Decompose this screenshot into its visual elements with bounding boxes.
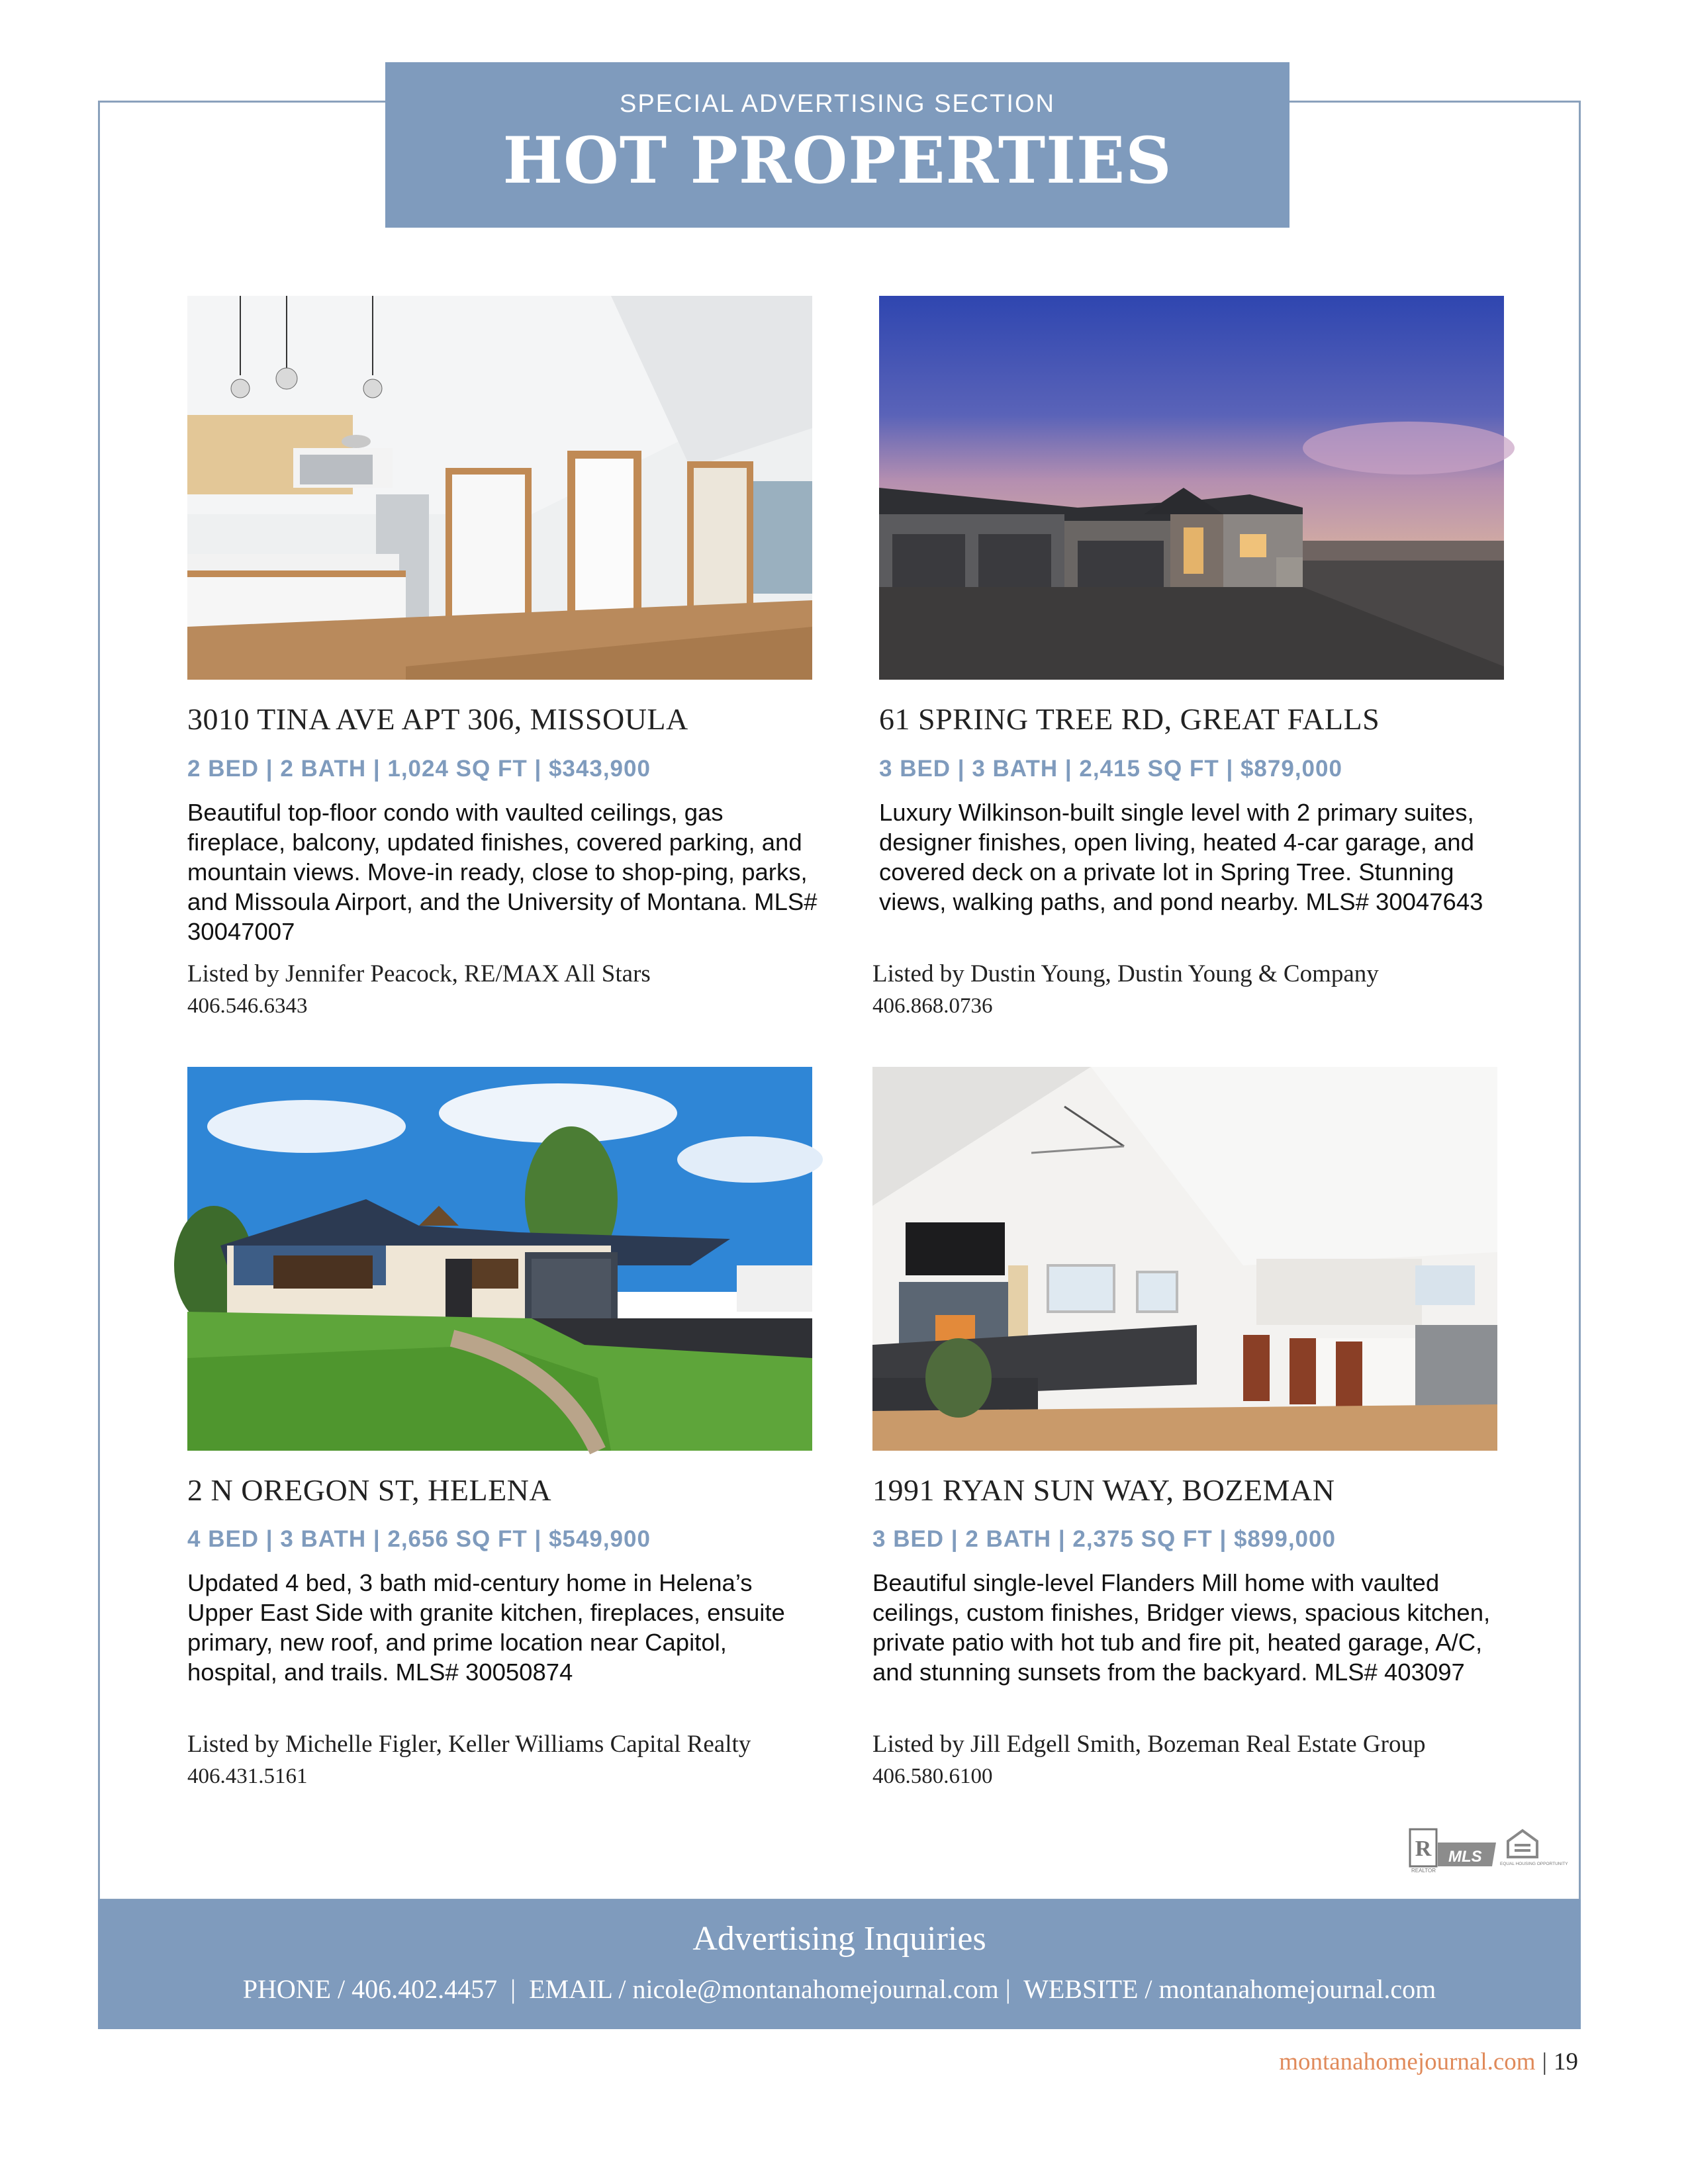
section-header <box>385 62 1289 228</box>
mls-logo-text: MLS <box>1448 1848 1482 1866</box>
listing-agent: Listed by Jill Edgell Smith, Bozeman Real Estate Group <box>872 1731 1426 1758</box>
listing-specs: 4 BED | 3 BATH | 2,656 SQ FT | $549,900 <box>187 1526 651 1552</box>
listing-photo-great-falls <box>879 296 1504 680</box>
listing-photo-bozeman <box>872 1067 1497 1451</box>
listing-description: Updated 4 bed, 3 bath mid-century home in Helena’s Upper East Side with granite kitchen, fireplaces, ensuite primary, new roof, and prime location near Capitol, hospital, and trails. MLS# 30050874 <box>187 1569 785 1686</box>
listing-description: Luxury Wilkinson-built single level with 2 primary suites, designer finishes, open living, heated 4-car garage, and covered deck on a private lot in Spring Tree. Stunning views, walking paths, and pond nearby. MLS# 30047643 <box>879 799 1483 915</box>
listing-photo-missoula <box>187 296 812 680</box>
listing-description: Beautiful top-floor condo with vaulted ceilings, gas fireplace, balcony, updated finishes, covered parking, and mountain views. Move-in ready, close to shop-ping, parks, and Missoula Airport, and the University of Montana. MLS# 30047007 <box>187 799 818 945</box>
listing-address: 1991 RYAN SUN WAY, BOZEMAN <box>872 1473 1335 1507</box>
advertising-footer <box>98 1899 1581 2029</box>
listing-agent: Listed by Michelle Figler, Keller Williams Capital Realty <box>187 1731 751 1758</box>
listing-phone: 406.431.5161 <box>187 1764 308 1788</box>
realtor-mls-equal-housing-logos <box>1409 1827 1568 1874</box>
realtor-logo-caption: REALTOR <box>1411 1868 1436 1874</box>
listing-specs: 2 BED | 2 BATH | 1,024 SQ FT | $343,900 <box>187 756 651 782</box>
listing-phone: 406.546.6343 <box>187 994 308 1018</box>
page-footer <box>1279 2048 1578 2076</box>
page-number: 19 <box>1554 2048 1578 2075</box>
listing-specs: 3 BED | 2 BATH | 2,375 SQ FT | $899,000 <box>872 1526 1336 1552</box>
footer-contacts: PHONE / 406.402.4457 | EMAIL / nicole@montanahomejournal.com | WEBSITE / montanahomejournal.com <box>242 1974 1436 2004</box>
realtor-logo-letter: R <box>1415 1837 1432 1861</box>
section-title: HOT PROPERTIES <box>502 123 1172 198</box>
listing-address: 2 N OREGON ST, HELENA <box>187 1473 552 1507</box>
equal-housing-caption: EQUAL HOUSING OPPORTUNITY <box>1500 1862 1568 1866</box>
listing-phone: 406.580.6100 <box>872 1764 993 1788</box>
listing-photo-helena <box>187 1067 812 1451</box>
listing-agent: Listed by Jennifer Peacock, RE/MAX All Stars <box>187 960 651 987</box>
listing-phone: 406.868.0736 <box>872 994 993 1018</box>
listing-address: 3010 TINA AVE APT 306, MISSOULA <box>187 702 688 736</box>
listing-address: 61 SPRING TREE RD, GREAT FALLS <box>879 702 1380 736</box>
section-kicker: SPECIAL ADVERTISING SECTION <box>620 90 1055 118</box>
site-url[interactable]: montanahomejournal.com <box>1279 2048 1536 2075</box>
listing-description: Beautiful single-level Flanders Mill home with vaulted ceilings, custom finishes, Bridger views, spacious kitchen, private patio with hot tub and fire pit, heated garage, A/C, and stunning sunsets from the backyard. MLS# 403097 <box>872 1569 1491 1686</box>
listing-agent: Listed by Dustin Young, Dustin Young & Company <box>872 960 1379 987</box>
listing-specs: 3 BED | 3 BATH | 2,415 SQ FT | $879,000 <box>879 756 1342 782</box>
footer-title: Advertising Inquiries <box>692 1920 986 1958</box>
page-separator: | <box>1542 2048 1547 2075</box>
